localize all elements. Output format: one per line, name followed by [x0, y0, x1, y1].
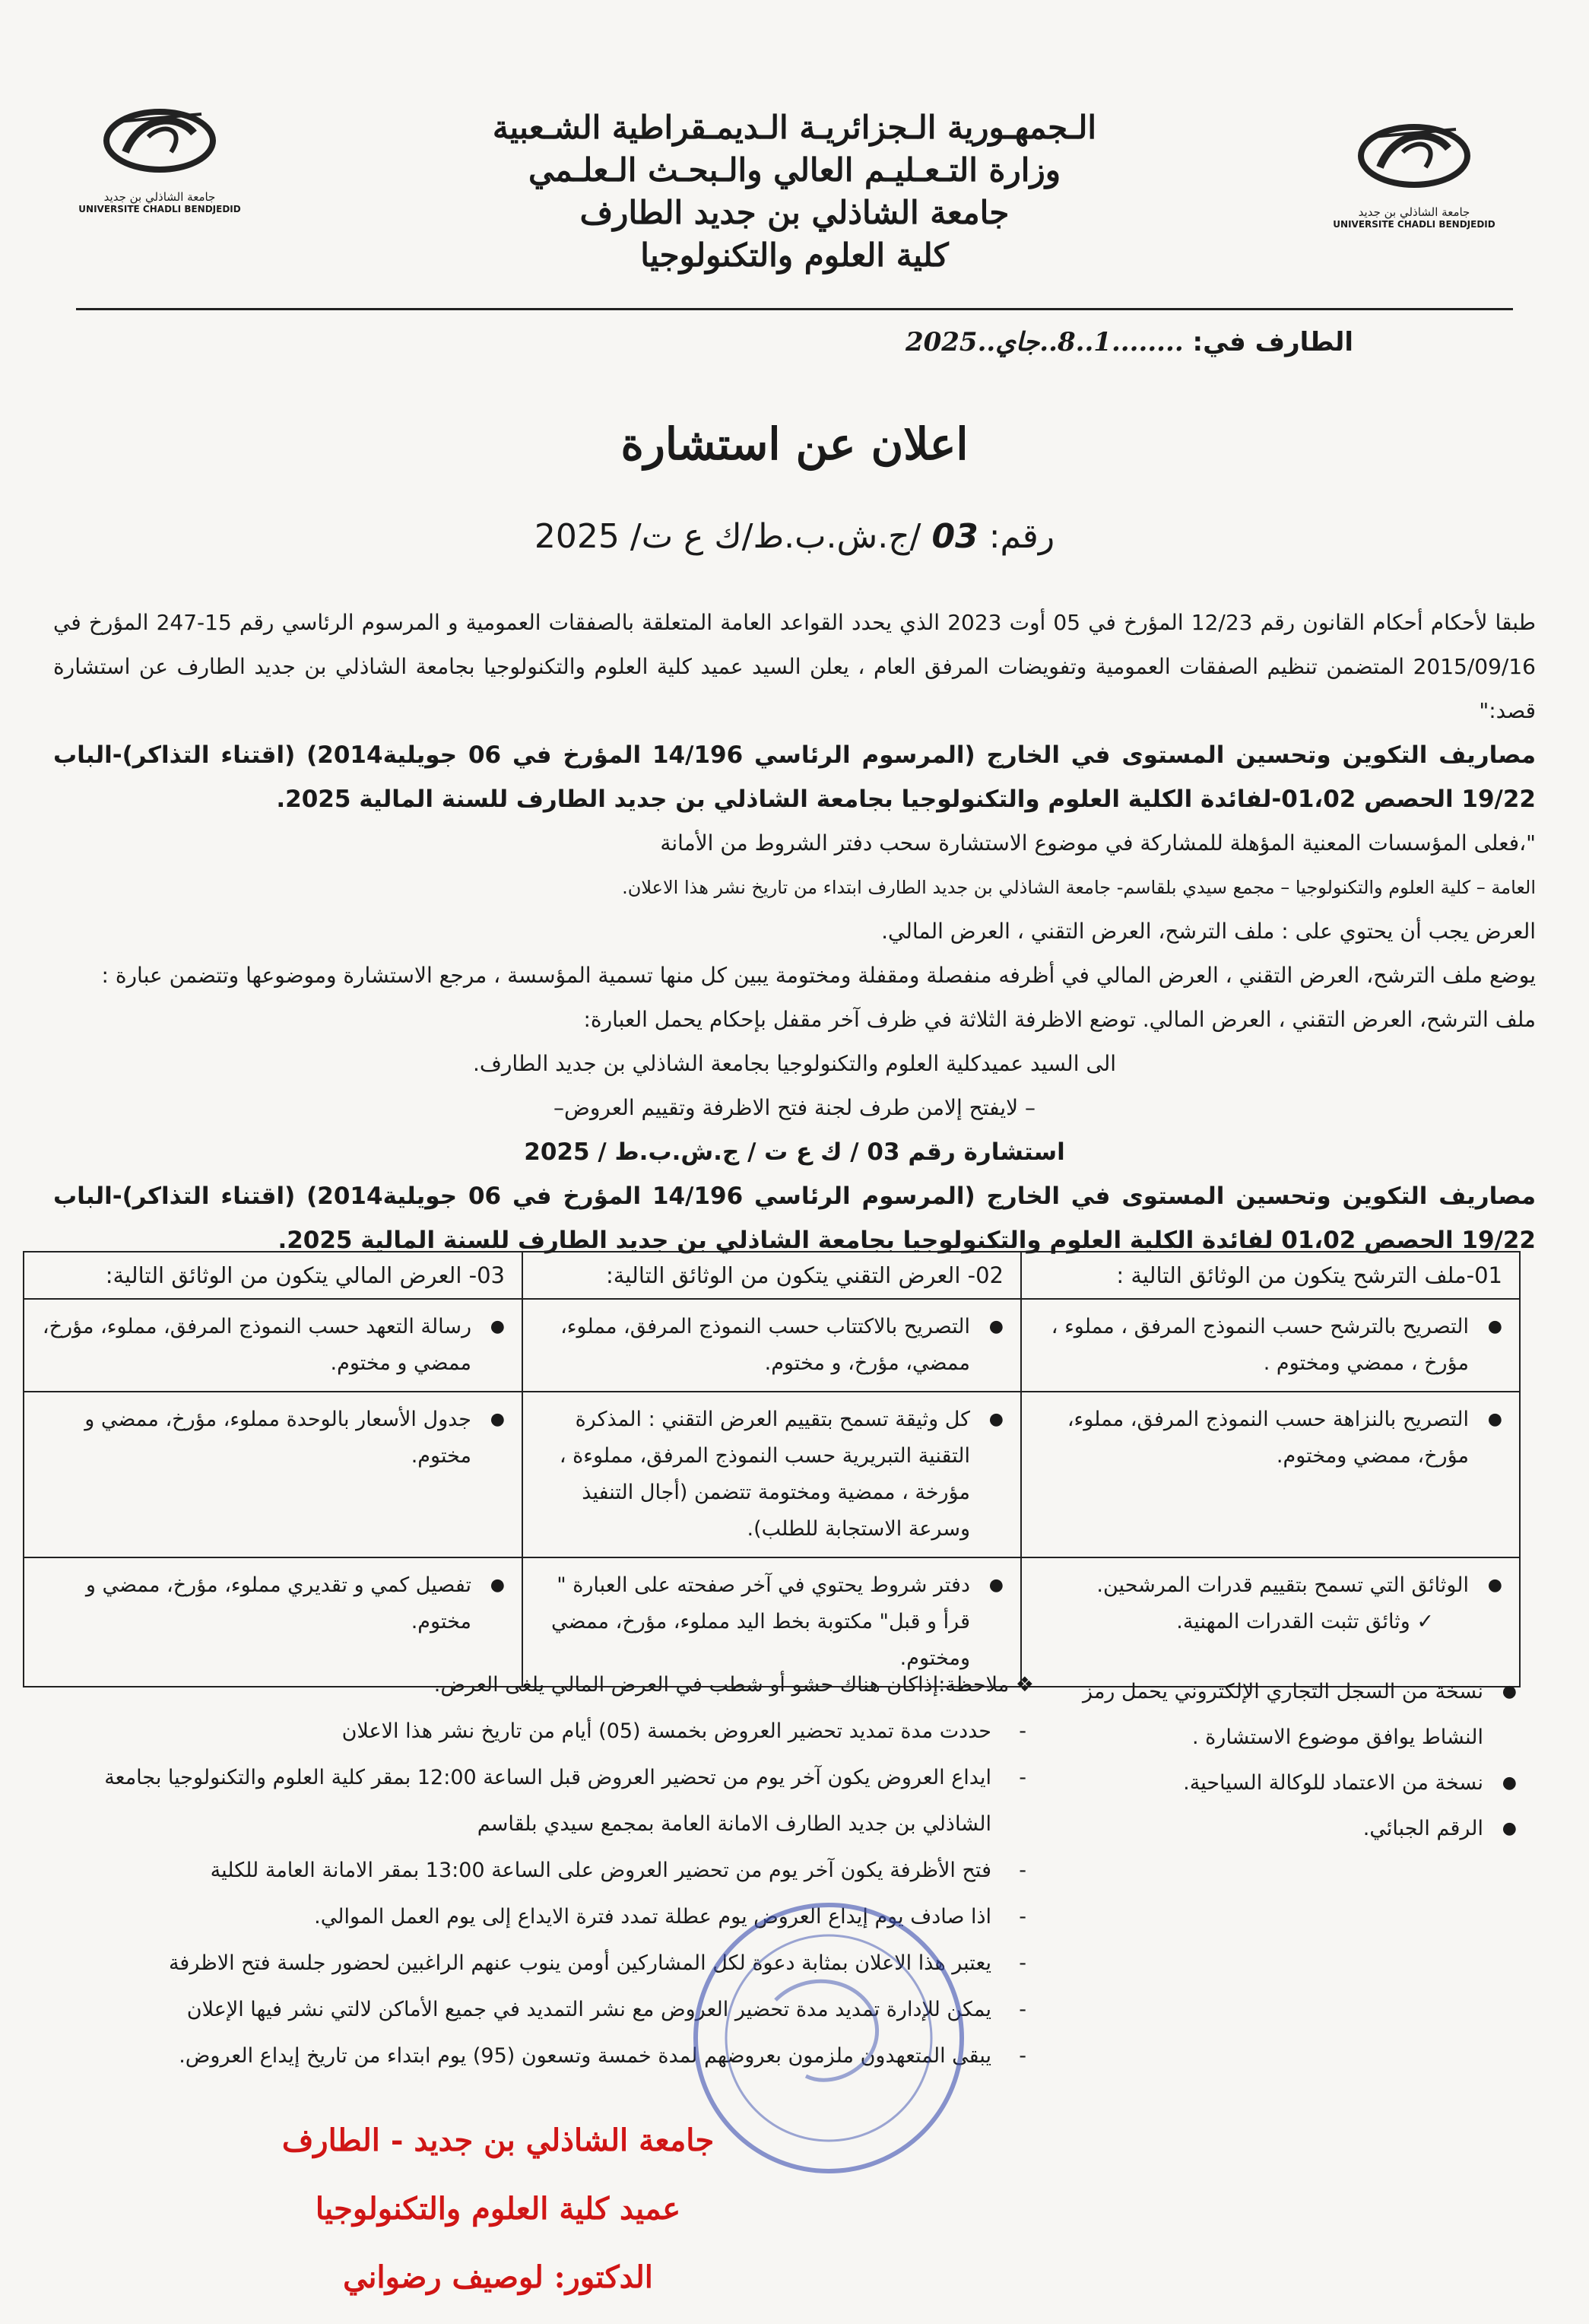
candidature-declaration: ● التصريح بالترشح حسب النموذج المرفق ، مملوء ، مؤرخ ، ممضي ومختوم . — [1039, 1309, 1502, 1382]
table-row — [24, 1252, 1520, 1299]
university-logo-icon — [95, 99, 224, 190]
date-value: ........1..8..جاي..2025 — [905, 327, 1184, 357]
note-item: - يبقى المتعهدون ملزمون بعروضهم لمدة خمسة وتسعون (95) يوم ابتداء من تاريخ إيداع العروض. — [53, 2033, 1034, 2079]
notes-header — [53, 1662, 1034, 1708]
col-technical-header: 02- العرض التقني يتكون من الوثائق التالية: — [522, 1252, 1021, 1299]
body-subject-tail: "،فعلى المؤسسات المعنية المؤهلة للمشاركة في موضوع الاستشارة سحب دفتر الشروط من الأمانة — [660, 830, 1536, 856]
specifications-booklet: ● دفتر شروط يحتوي في آخر صفحته على العبارة " قرأ و قبل" مكتوبة بخط اليد مملوء، مؤرخ، ممضي ومختوم. — [540, 1567, 1004, 1677]
logo-caption-fr: UNIVERSITE CHADLI BENDJEDID — [78, 204, 241, 214]
body-withdrawal: العامة – كلية العلوم والتكنولوجيا – مجمع سيدي بلقاسم- جامعة الشاذلي بن جديد الطارف ابتداء من تاريخ نشر هذا الاعلان. — [622, 877, 1536, 898]
document-title: اعلان عن استشارة — [620, 418, 969, 470]
date-label: الطارف في: — [1192, 327, 1353, 357]
table-cell — [1021, 1557, 1520, 1687]
integrity-declaration: ● التصريح بالنزاهة حسب النموذج المرفق، مملوء، مؤرخ، ممضي ومختوم. — [1039, 1402, 1502, 1475]
capacity-documents: ● الوثائق التي تسمح بتقييم قدرات المرشحين. — [1039, 1567, 1502, 1604]
document-header — [395, 106, 1194, 277]
signature-block — [194, 2107, 802, 2312]
additional-documents — [1068, 1669, 1517, 1852]
unit-price-table: ● جدول الأسعار بالوحدة مملوء، مؤرخ، ممضي و مختوم. — [41, 1402, 505, 1475]
table-cell — [1021, 1299, 1520, 1392]
subscription-declaration: ● التصريح بالاكتتاب حسب النموذج المرفق، مملوء، ممضي، مؤرخ، و مختوم. — [540, 1309, 1004, 1382]
header-divider — [76, 308, 1513, 310]
travel-agency-license: ● نسخة من الاعتماد للوكالة السياحية. — [1068, 1760, 1517, 1806]
body-legal-basis: طبقا لأحكام أحكام القانون رقم 12/23 المؤرخ في 05 أوت 2023 الذي يحدد القواعد العامة المتعلقة بالصفقات العمومية و المرسوم الرئاسي رقم 15-247 المؤرخ في 2015/09/16 المتضمن تنظيم الصفقات العمومية وتفويضات المرفق العام ، يعلن السيد عميد كلية العلوم والتكنولوجيا بجامعة الشاذلي بن جديد الطارف عن استشارة قصد:" — [53, 610, 1536, 723]
body-not-to-open: – لايفتح إلامن طرف لجنة فتح الاظرفة وتقييم العروض– — [553, 1095, 1036, 1120]
commitment-letter: ● رسالة التعهد حسب النموذج المرفق، مملوء، مؤرخ، ممضي و مختوم. — [41, 1309, 505, 1382]
reference-prefix: رقم: — [988, 517, 1055, 556]
reference-handwritten-number: 03 — [931, 517, 978, 556]
note-item: - يعتبر هذا الاعلان بمثابة دعوة لكل المشاركين أومن ينوب عنهم الراغبين لحضور جلسة فتح الاظرفة — [53, 1940, 1034, 1986]
body-subject-repeat: مصاريف التكوين وتحسين المستوى في الخارج (المرسوم الرئاسي 14/196 المؤرخ في 06 جويلية2014) (اقتناء التذاكر)-الباب 19/22 الحصص 01،02 لفائدة الكلية العلوم والتكنولوجيا بجامعة الشاذلي بن جديد الطارف للسنة المالية 2025. — [53, 1183, 1537, 1254]
note-item: - فتح الأظرفة يكون آخر يوم من تحضير العروض على الساعة 13:00 بمقر الامانة العامة للكلية — [53, 1847, 1034, 1894]
body-consultation-ref: استشارة رقم 03 / ك ع ت / ج.ش.ب.ط / 2025 — [524, 1138, 1065, 1166]
header-ministry: وزارة التـعـليـم العالي والـبحـث الـعلـمي — [528, 151, 1061, 189]
university-logo-right — [1331, 114, 1498, 251]
body-offer-content: العرض يجب أن يحتوي على : ملف الترشح، العرض التقني ، العرض المالي. — [881, 919, 1536, 944]
signature-name: الدكتور: لوصيف رضواني — [343, 2259, 653, 2295]
table-row — [24, 1392, 1520, 1557]
date-line — [906, 327, 1353, 357]
col-candidature-header: 01-ملف الترشح يتكون من الوثائق التالية : — [1021, 1252, 1520, 1299]
note-item: - اذا صادف يوم إيداع العروض يوم عطلة تمدد فترة الايداع إلى يوم العمل الموالي. — [53, 1894, 1034, 1940]
table-cell — [522, 1299, 1021, 1392]
body-subject: مصاريف التكوين وتحسين المستوى في الخارج (المرسوم الرئاسي 14/196 المؤرخ في 06 جويلية2014) (اقتناء التذاكر)-الباب 19/22 الحصص 01،02-لفائدة الكلية العلوم والتكنولوجيا بجامعة الشاذلي بن جديد الطارف للسنة المالية 2025. — [53, 741, 1537, 813]
checkmark-icon: ✓ — [1416, 1610, 1434, 1633]
signature-university: جامعة الشاذلي بن جديد - الطارف — [281, 2122, 715, 2158]
header-faculty: كلية العلوم والتكنولوجيا — [640, 237, 949, 274]
logo-caption-ar: جامعة الشاذلي بن جديد — [1358, 205, 1470, 219]
note-item: - ايداع العروض يكون آخر يوم من تحضير العروض قبل الساعة 12:00 بمقر كلية العلوم والتكنولوجيا بجامعة الشاذلي بن جديد الطارف الامانة العامة بمجمع سيدي بلقاسم — [53, 1754, 1034, 1847]
header-university: جامعة الشاذلي بن جديد الطارف — [579, 194, 1010, 231]
body-envelopes: يوضع ملف الترشح، العرض التقني ، العرض المالي في أظرفه منفصلة ومقفلة ومختومة يبين كل منها تسمية المؤسسة ، مرجع الاستشارة وموضوعها وتتضمن عبارة : — [101, 963, 1536, 988]
reference-suffix: /ج.ش.ب.ط/ك ع ت/ 2025 — [534, 517, 921, 556]
notes-header-text: ملاحظة:إذاكان هناك حشو أو شطب في العرض المالي يلغى العرض. — [433, 1673, 1010, 1697]
professional-capacity — [1039, 1604, 1502, 1640]
requirements-table — [23, 1251, 1521, 1687]
table-cell — [1021, 1392, 1520, 1557]
col-financial-header: 03- العرض المالي يتكون من الوثائق التالية: — [24, 1252, 522, 1299]
logo-caption-ar: جامعة الشاذلي بن جديد — [103, 190, 216, 204]
table-cell — [24, 1299, 522, 1392]
technical-memo: ● كل وثيقة تسمح بتقييم العرض التقني : المذكرة التقنية التبريرية حسب النموذج المرفق، مملوءة ، مؤرخة ، ممضية ومختومة تتضمن (أجال التنفيذ وسرعة الاستجابة للطلب). — [540, 1402, 1004, 1548]
header-republic: الـجمهـورية الـجزائريـة الـديمـقراطية الشـعبية — [492, 109, 1097, 146]
table-cell — [24, 1392, 522, 1557]
body-addressee: الى السيد عميدكلية العلوم والتكنولوجيا بجامعة الشاذلي بن جديد الطارف. — [472, 1051, 1117, 1076]
announcement-body — [53, 601, 1536, 1262]
body-envelopes-2: ملف الترشح، العرض التقني ، العرض المالي. توضع الاظرفة الثلاثة في ظرف آخر مقفل بإحكام يحمل العبارة: — [583, 1007, 1536, 1032]
note-item: - حددت مدة تمديد تحضير العروض بخمسة (05) أيام من تاريخ نشر هذا الاعلان — [53, 1708, 1034, 1754]
professional-capacity-label: وثائق تثبت القدرات المهنية. — [1176, 1610, 1410, 1633]
university-logo-left — [76, 99, 243, 236]
logo-caption-fr: UNIVERSITE CHADLI BENDJEDID — [1333, 219, 1495, 230]
tax-number: ● الرقم الجبائي. — [1068, 1806, 1517, 1852]
note-item: - يمكن للإدارة تمديد مدة تحضير العروض مع نشر التمديد في جميع الأماكن لالتي نشر فيها الإعلان — [53, 1986, 1034, 2033]
reference-number — [0, 517, 1589, 556]
university-logo-icon — [1350, 114, 1479, 205]
quantitative-estimate: ● تفصيل كمي و تقديري مملوء، مؤرخ، ممضي و مختوم. — [41, 1567, 505, 1640]
signature-dean: عميد كلية العلوم والتكنولوجيا — [315, 2191, 681, 2227]
commercial-register-copy: ● نسخة من السجل التجاري الإلكتروني يحمل رمز النشاط يوافق موضوع الاستشارة . — [1068, 1669, 1517, 1760]
table-row — [24, 1299, 1520, 1392]
diamond-bullet-icon: ❖ — [1015, 1673, 1034, 1697]
table-cell — [522, 1392, 1021, 1557]
